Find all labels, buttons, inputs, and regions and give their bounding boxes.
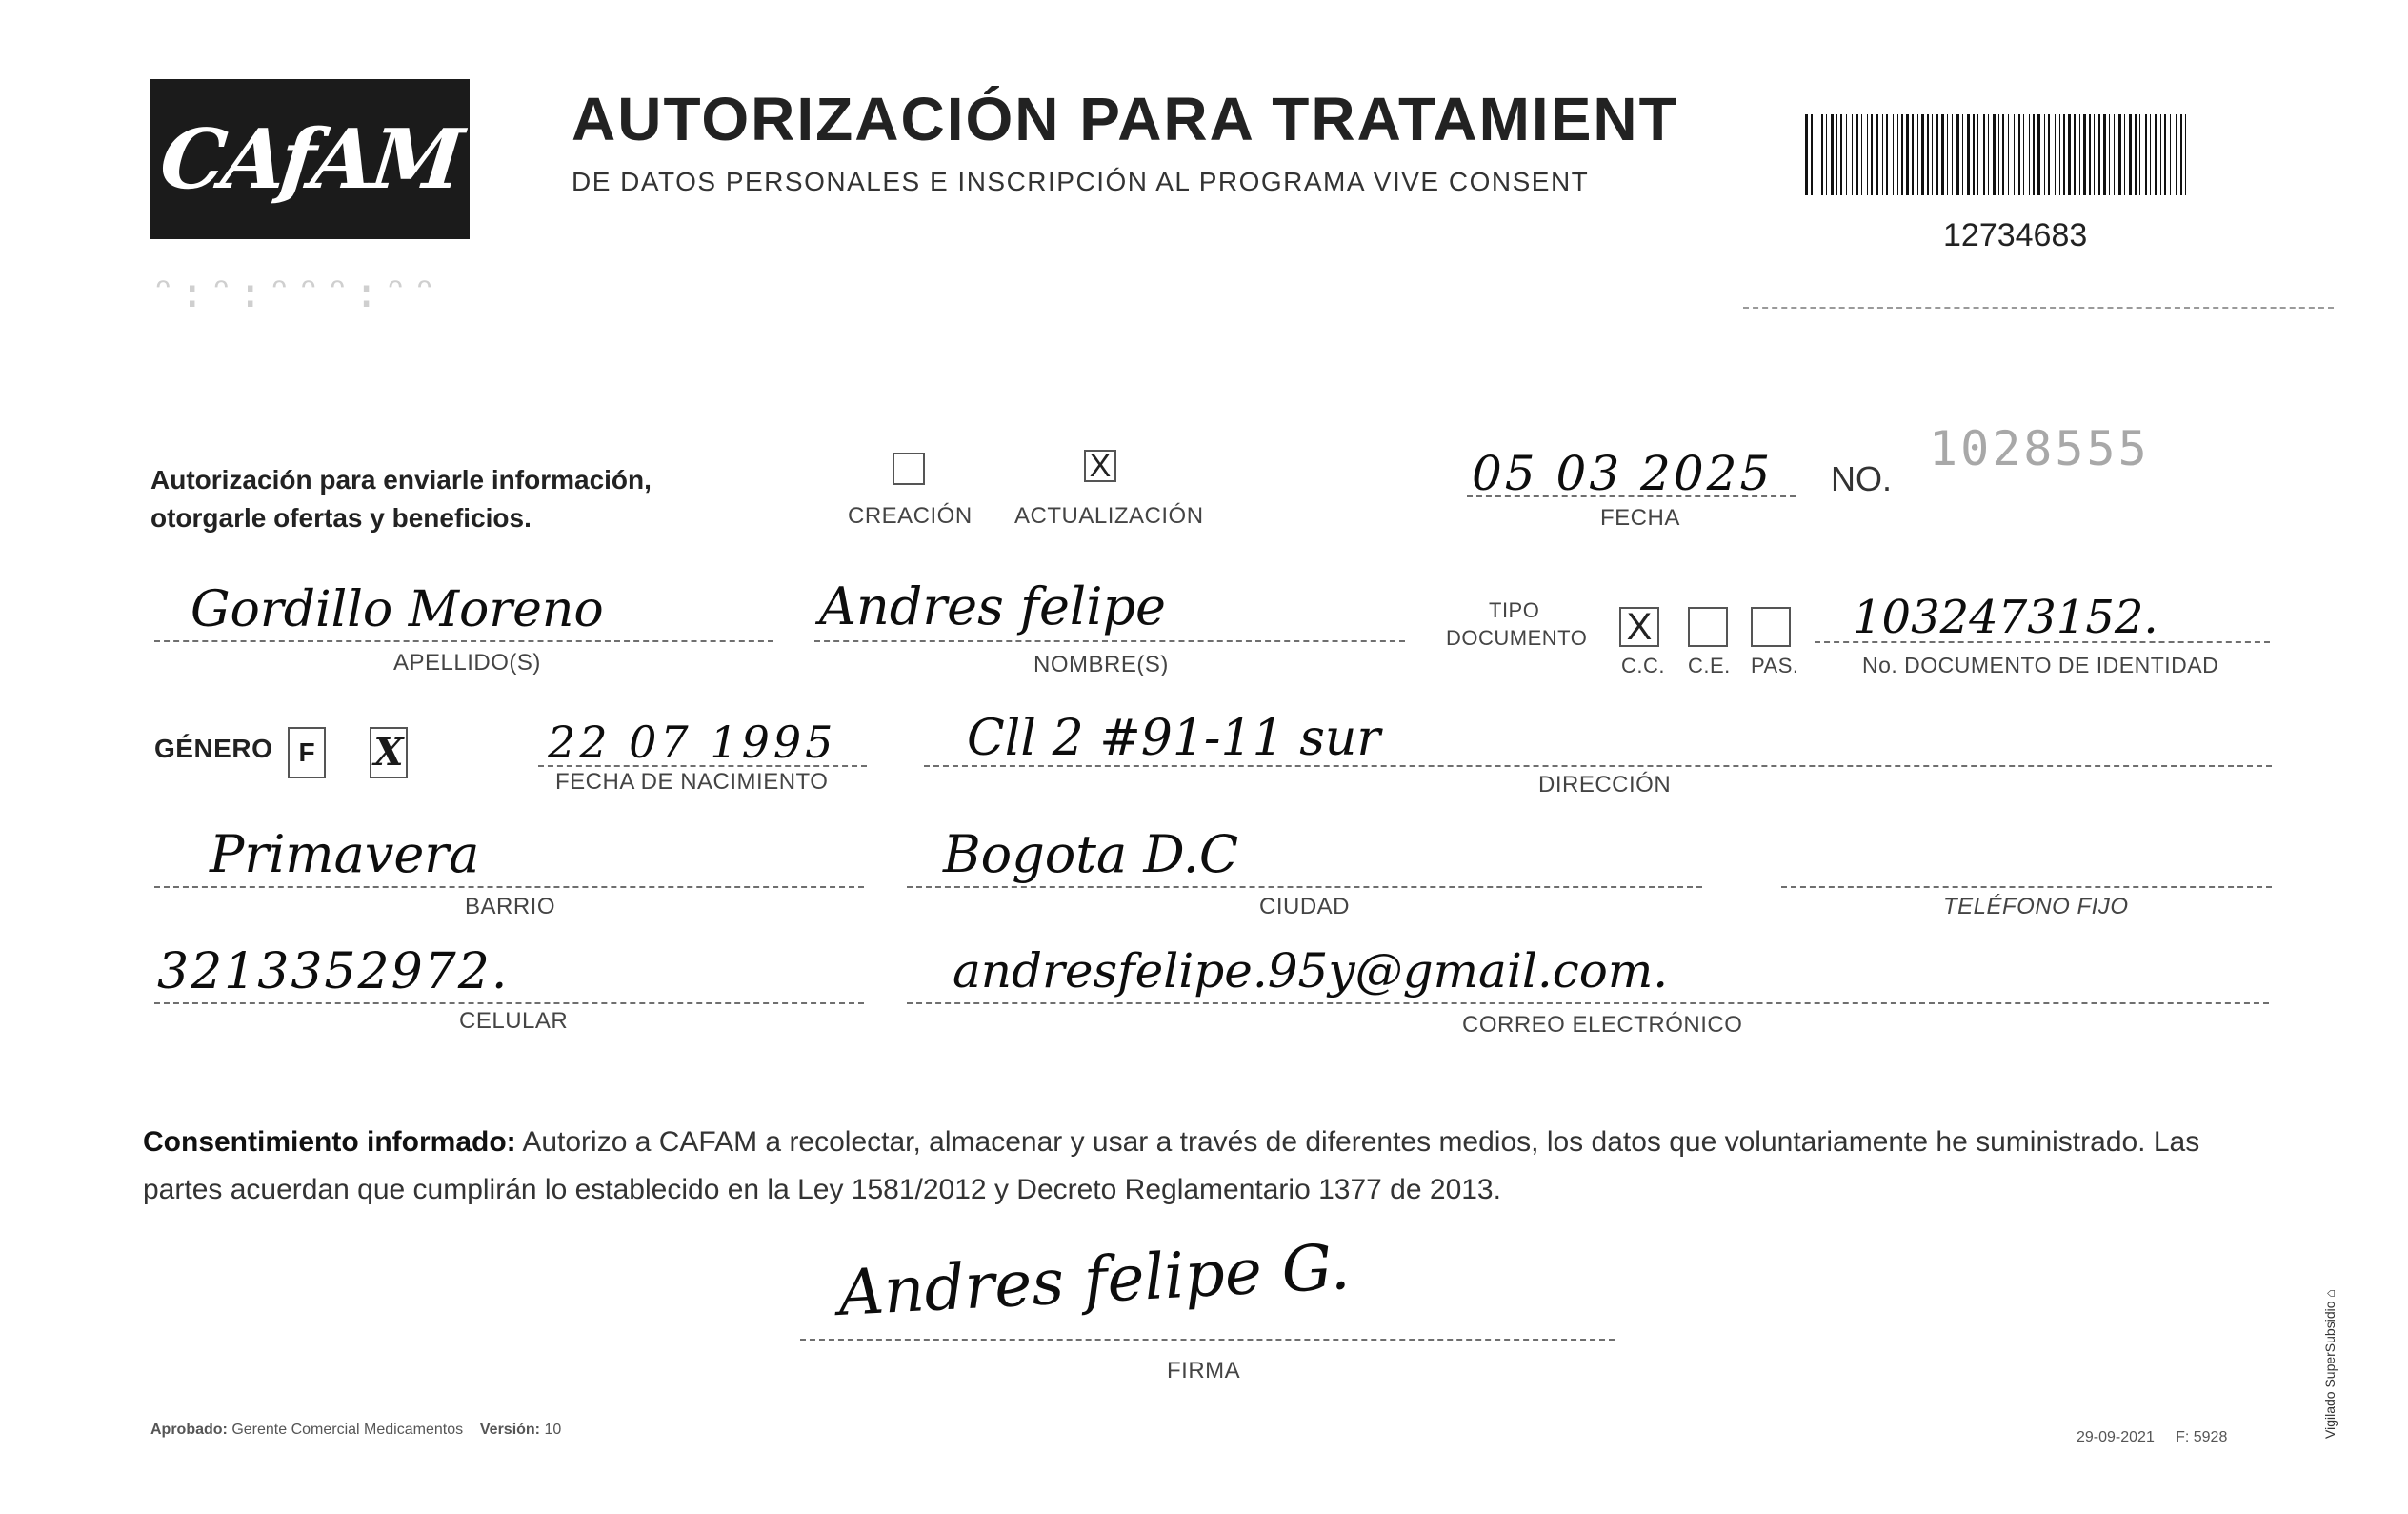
- barcode-bar: [1886, 114, 1888, 195]
- form-title: AUTORIZACIÓN PARA TRATAMIENT: [572, 85, 1678, 153]
- consent-paragraph: [143, 1119, 2286, 1214]
- apellidos-label: APELLIDO(S): [393, 650, 541, 676]
- form-number: 1028555: [1929, 421, 2150, 476]
- celular-label: CELULAR: [459, 1008, 569, 1034]
- barcode-bar: [1821, 114, 1823, 195]
- barcode-bar: [1967, 114, 1970, 195]
- celular-line: [154, 1002, 864, 1004]
- barcode-bar: [2037, 114, 2040, 195]
- barcode-bar: [1882, 114, 1883, 195]
- barcode-bar: [2129, 114, 2132, 195]
- barcode-bar: [2118, 114, 2121, 195]
- barcode-bar: [2029, 114, 2030, 195]
- barcode-bar: [2094, 114, 2095, 195]
- barcode-bar: [1867, 114, 1868, 195]
- barcode-bar: [2002, 114, 2004, 195]
- barcode-bar: [1840, 114, 1842, 195]
- nombres-label: NOMBRE(S): [1033, 652, 1169, 677]
- apellidos-line: [154, 640, 773, 642]
- barcode-bar: [2018, 114, 2020, 195]
- barrio-value[interactable]: Primavera: [210, 824, 480, 884]
- barcode-bar: [1897, 114, 1898, 195]
- apellidos-value[interactable]: Gordillo Moreno: [191, 581, 604, 638]
- ciudad-label: CIUDAD: [1259, 894, 1351, 919]
- footer-right: [2077, 1429, 2227, 1446]
- barcode-bar: [1956, 114, 1959, 195]
- pas-checkbox[interactable]: [1751, 607, 1791, 647]
- barcode-bar: [2155, 114, 2157, 195]
- nacimiento-label: FECHA DE NACIMIENTO: [555, 769, 829, 795]
- barcode-bar: [2180, 114, 2182, 195]
- barcode-bar: [2008, 114, 2009, 195]
- ciudad-value[interactable]: Bogota D.C: [943, 824, 1239, 884]
- fecha-value[interactable]: 05 03 2025: [1472, 446, 1774, 501]
- barcode-bar: [1906, 114, 1909, 195]
- signature-label: FIRMA: [1167, 1358, 1241, 1383]
- barcode-bar: [2176, 114, 2177, 195]
- barcode-bar: [2074, 114, 2076, 195]
- direccion-label: DIRECCIÓN: [1538, 772, 1672, 797]
- barcode-bar: [1811, 114, 1813, 195]
- direccion-line: [924, 765, 2272, 767]
- telefono-line: [1781, 886, 2272, 888]
- barcode-bar: [2044, 114, 2045, 195]
- documento-line: [1815, 641, 2270, 643]
- barrio-label: BARRIO: [465, 894, 556, 919]
- signature-value[interactable]: Andres felipe G.: [836, 1229, 1352, 1331]
- barcode-bar: [2098, 114, 2100, 195]
- correo-line: [907, 1002, 2269, 1004]
- nombres-value[interactable]: Andres felipe: [819, 576, 1166, 636]
- barcode-bar: [1993, 114, 1996, 195]
- barcode-bar: [1826, 114, 1827, 195]
- actualizacion-label: ACTUALIZACIÓN: [1014, 503, 1204, 529]
- nacimiento-line: [538, 765, 867, 767]
- footer-date: 29-09-2021: [2077, 1429, 2155, 1445]
- footer-code: F: 5928: [2176, 1429, 2228, 1445]
- barcode-bar: [1941, 114, 1944, 195]
- barcode-bar: [1973, 114, 1975, 195]
- barcode-bar: [1988, 114, 1989, 195]
- logo-text: CAfAM: [155, 111, 465, 208]
- barcode-bar: [1846, 114, 1847, 195]
- authorization-text-line2: otorgarle ofertas y beneficios.: [150, 503, 532, 533]
- barcode-bar: [1947, 114, 1948, 195]
- nombres-line: [814, 640, 1405, 642]
- barcode-bar: [2114, 114, 2115, 195]
- barcode-bar: [2089, 114, 2091, 195]
- authorization-text-line1: Autorización para enviarle información,: [150, 465, 652, 495]
- barcode-bar: [2103, 114, 2106, 195]
- barcode-bar: [2185, 114, 2186, 195]
- creacion-label: CREACIÓN: [848, 503, 973, 529]
- nacimiento-value[interactable]: 22 07 1995: [548, 717, 837, 768]
- faded-stamp: ᵔ:ᵔ:ᵔᵔᵔ:ᵔᵔ: [150, 269, 441, 317]
- footer-approval: [150, 1422, 561, 1439]
- barcode-bar: [1927, 114, 1929, 195]
- telefono-label: TELÉFONO FIJO: [1943, 894, 2129, 919]
- barcode-bar: [1917, 114, 1918, 195]
- barcode-bar: [2164, 114, 2166, 195]
- consent-text: Autorizo a CAFAM a recolectar, almacenar y usar a través de diferentes medios, los datos que voluntariamente he suministrado. Las partes acuerdan que cumplirán lo establecido en la Ley 1581/2012 y Decreto Reglamentario 1377 de 2013.: [143, 1126, 2200, 1205]
- barcode-bar: [2124, 114, 2125, 195]
- barcode-bar: [1893, 114, 1894, 195]
- creacion-checkbox[interactable]: [893, 453, 925, 485]
- cc-label: C.C.: [1621, 654, 1665, 677]
- barcode-bar: [1831, 114, 1834, 195]
- barcode-bar: [2160, 114, 2161, 195]
- barcode-bar: [2150, 114, 2151, 195]
- ce-label: C.E.: [1688, 654, 1731, 677]
- actualizacion-checkbox[interactable]: X: [1084, 450, 1116, 482]
- barcode-number: 12734683: [1943, 217, 2088, 253]
- genero-m-box[interactable]: X: [370, 727, 408, 778]
- barcode-bar: [1861, 114, 1862, 195]
- barcode-bar: [1936, 114, 1938, 195]
- barcode-bar: [2135, 114, 2137, 195]
- fecha-label: FECHA: [1600, 505, 1680, 531]
- no-label: NO.: [1831, 459, 1893, 498]
- barcode-bar: [1836, 114, 1837, 195]
- barcode-bar: [2068, 114, 2071, 195]
- ce-checkbox[interactable]: [1688, 607, 1728, 647]
- supersubsidio-icon: ⌂: [2322, 1289, 2338, 1298]
- barcode-bar: [2059, 114, 2060, 195]
- correo-label: CORREO ELECTRÓNICO: [1462, 1012, 1743, 1038]
- documento-label: No. DOCUMENTO DE IDENTIDAD: [1862, 653, 2219, 677]
- tipo-documento-label-1: TIPO: [1489, 598, 1540, 622]
- direccion-value[interactable]: Cll 2 #91-11 sur: [967, 710, 1381, 767]
- barcode-bar: [2139, 114, 2140, 195]
- barcode-bar: [2079, 114, 2080, 195]
- barcode: [1805, 114, 2191, 195]
- barcode-bar: [1871, 114, 1873, 195]
- fecha-line: [1467, 495, 1796, 497]
- aprobado-value: Gerente Comercial Medicamentos: [231, 1422, 464, 1438]
- signature-line: [800, 1339, 1615, 1341]
- barcode-bar: [2055, 114, 2056, 195]
- ciudad-line: [907, 886, 1702, 888]
- barcode-bar: [2033, 114, 2035, 195]
- aprobado-label: Aprobado:: [150, 1422, 228, 1438]
- barcode-bar: [1998, 114, 1999, 195]
- pas-label: PAS.: [1751, 654, 1799, 677]
- documento-value[interactable]: 1032473152.: [1853, 591, 2158, 644]
- barcode-bar: [2014, 114, 2015, 195]
- barcode-bar: [1932, 114, 1933, 195]
- version-label: Versión:: [479, 1422, 541, 1438]
- barcode-bar: [1876, 114, 1878, 195]
- side-text: Vigilado SuperSubsidio: [2322, 1301, 2338, 1439]
- barcode-bar: [2023, 114, 2024, 195]
- correo-value[interactable]: andresfelipe.95y@gmail.com.: [953, 943, 1669, 999]
- top-divider: [1743, 307, 2334, 309]
- celular-value[interactable]: 3213352972.: [157, 943, 510, 1000]
- barcode-bar: [1977, 114, 1978, 195]
- barcode-bar: [2109, 114, 2110, 195]
- version-value: 10: [544, 1422, 562, 1438]
- barcode-bar: [1805, 114, 1808, 195]
- barcode-bar: [1901, 114, 1903, 195]
- barcode-bar: [1852, 114, 1853, 195]
- authorization-text: [150, 461, 652, 537]
- cc-checkbox[interactable]: X: [1619, 607, 1659, 647]
- supersubsidio-vertical-text: [2322, 1289, 2338, 1439]
- barcode-bar: [1962, 114, 1963, 195]
- barcode-bar: [1856, 114, 1858, 195]
- genero-f-box[interactable]: F: [288, 727, 326, 778]
- barcode-bar: [2063, 114, 2065, 195]
- form-subtitle: DE DATOS PERSONALES E INSCRIPCIÓN AL PROGRAMA VIVE CONSENT: [572, 167, 1590, 196]
- barcode-bar: [1983, 114, 1985, 195]
- cafam-logo: [150, 79, 470, 239]
- genero-label: GÉNERO: [154, 734, 273, 763]
- barcode-bar: [2145, 114, 2147, 195]
- barcode-bar: [2048, 114, 2050, 195]
- consent-heading: Consentimiento informado:: [143, 1126, 516, 1158]
- barrio-line: [154, 886, 864, 888]
- barcode-bar: [1921, 114, 1924, 195]
- barcode-bar: [1912, 114, 1914, 195]
- barcode-bar: [2083, 114, 2086, 195]
- tipo-documento-label-2: DOCUMENTO: [1446, 626, 1588, 650]
- barcode-bar: [1952, 114, 1953, 195]
- barcode-bar: [2170, 114, 2171, 195]
